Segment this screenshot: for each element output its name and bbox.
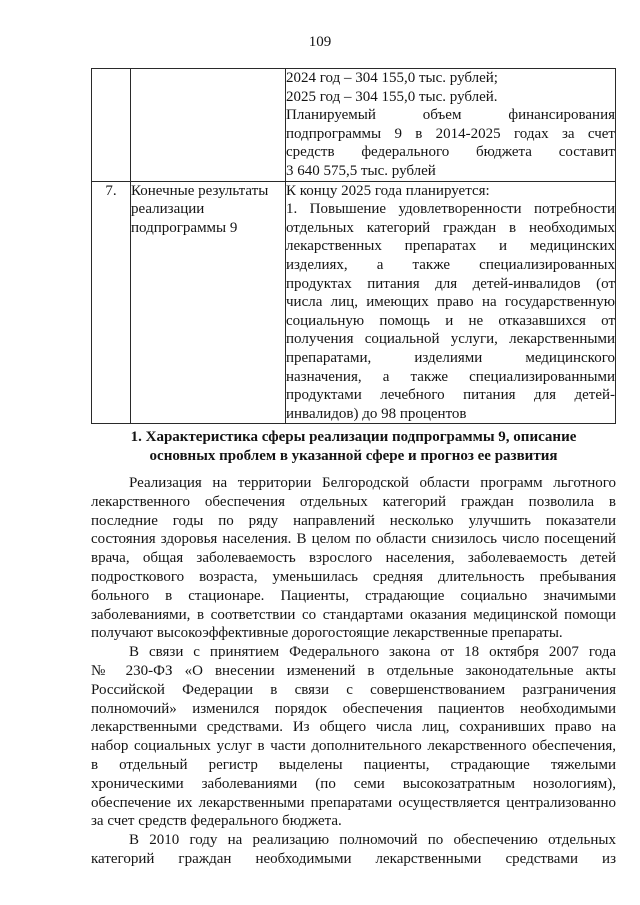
section-body: [91, 474, 616, 869]
section-heading: [91, 428, 616, 466]
results-line: продуктах питания для детей-инвалидов (от: [286, 275, 615, 292]
results-line: К концу 2025 года планируется:: [286, 182, 490, 199]
row-name-line: реализации: [131, 201, 205, 218]
results-line: изделиях, а также специализированных: [286, 256, 615, 273]
results-line: числа лиц, имеющих право на государственную: [286, 294, 615, 311]
paragraph-line: лекарственного обеспечения отдельных категорий граждан позволила в: [91, 493, 616, 510]
paragraph-line: хроническими заболеваниями (по семи высокозатратным нозологиям),: [91, 775, 616, 792]
paragraph-line: Реализация на территории Белгородской области программ льготного: [129, 475, 616, 491]
paragraph-line: № 230-ФЗ «О внесении изменений в отдельные законодательные акты: [91, 662, 616, 679]
paragraph-line: получают высокоэффективные дорогостоящие лекарственные препараты.: [91, 625, 563, 642]
program-table: [91, 68, 616, 424]
financing-line: Планируемый объем финансирования: [286, 107, 615, 124]
results-line: 1. Повышение удовлетворенности потребности: [286, 201, 615, 218]
results-line: социальную помощь и не отказавшихся от: [286, 312, 615, 329]
row-name-cell-empty: [131, 69, 286, 182]
section-heading-line: 1. Характеристика сферы реализации подпрограммы 9, описание: [130, 429, 577, 445]
paragraph-line: В связи с принятием Федерального закона от 18 октября 2007 года: [129, 644, 616, 661]
row-name-line: подпрограммы 9: [131, 219, 238, 236]
financing-line: подпрограммы 9 в 2014-2025 годах за счет: [286, 125, 615, 142]
row-number: 7.: [105, 182, 117, 199]
row-name-line: Конечные результаты: [131, 182, 269, 199]
paragraph-line: лекарственными средствами. Из общего числа лиц, сохранивших право на: [91, 719, 616, 736]
paragraph-line: последние годы по ряду направлений несколько улучшить показатели: [91, 512, 616, 529]
results-line: препаратами, изделиями медицинского: [286, 349, 615, 366]
results-text-cell: [286, 181, 616, 424]
results-line: продуктами лечебного питания для детей-: [286, 387, 615, 404]
table-row-7: [92, 181, 616, 424]
results-line: отдельных категорий граждан в необходимых: [286, 219, 615, 236]
results-line: получения социальной услуги, лекарственными: [286, 331, 615, 348]
paragraph-line: в отдельный регистр выделены пациенты, страдающие тяжелыми: [91, 756, 616, 773]
row-name-cell: [131, 181, 286, 424]
table-row-continued: [92, 69, 616, 182]
financing-text-cell: [286, 69, 616, 182]
paragraph-line: больного в стационаре. Пациенты, страдающие социально значимыми: [91, 587, 616, 604]
row-number-cell-empty: [92, 69, 131, 182]
paragraph-line: В 2010 году на реализацию полномочий по обеспечению отдельных: [129, 832, 616, 849]
row-number-cell: [92, 181, 131, 424]
page-number: 109: [308, 34, 332, 50]
paragraph-line: за счет средств федерального бюджета.: [91, 813, 342, 830]
financing-line: 2025 год – 304 155,0 тыс. рублей.: [286, 88, 498, 105]
paragraph-line: категорий граждан необходимыми лекарственными средствами из: [91, 850, 616, 867]
paragraph-line: врача, общая заболеваемость взрослого населения, заболеваемость детей: [91, 550, 616, 567]
paragraph-line: подросткового возраста, уменьшилась средняя длительность пребывания: [91, 568, 616, 585]
results-line: инвалидов) до 98 процентов: [286, 405, 467, 422]
financing-line: 2024 год – 304 155,0 тыс. рублей;: [286, 70, 498, 86]
paragraph-line: набор социальных услуг в части дополнительного лекарственного обеспечения,: [91, 738, 616, 755]
paragraph-line: обеспечение их лекарственными препаратами осуществляется централизованно: [91, 794, 616, 811]
results-line: лекарственных препаратах и медицинских: [286, 238, 615, 255]
financing-line: средств федерального бюджета составит: [286, 144, 615, 161]
section-heading-line: основных проблем в указанной сфере и прогноз ее развития: [149, 448, 558, 464]
financing-line: 3 640 575,5 тыс. рублей: [286, 162, 436, 179]
paragraph-line: полномочий» изменился порядок обеспечения пациентов необходимыми: [91, 700, 616, 717]
paragraph-line: состояния здоровья населения. В целом по области снизилось число посещений: [91, 531, 616, 548]
paragraph-line: Российской Федерации в связи с совершенствованием разграничения: [91, 681, 616, 698]
results-line: назначения, а также специализированными: [286, 368, 615, 385]
paragraph-line: заболеваниями, в соответствии со стандартами оказания медицинской помощи: [91, 606, 616, 623]
